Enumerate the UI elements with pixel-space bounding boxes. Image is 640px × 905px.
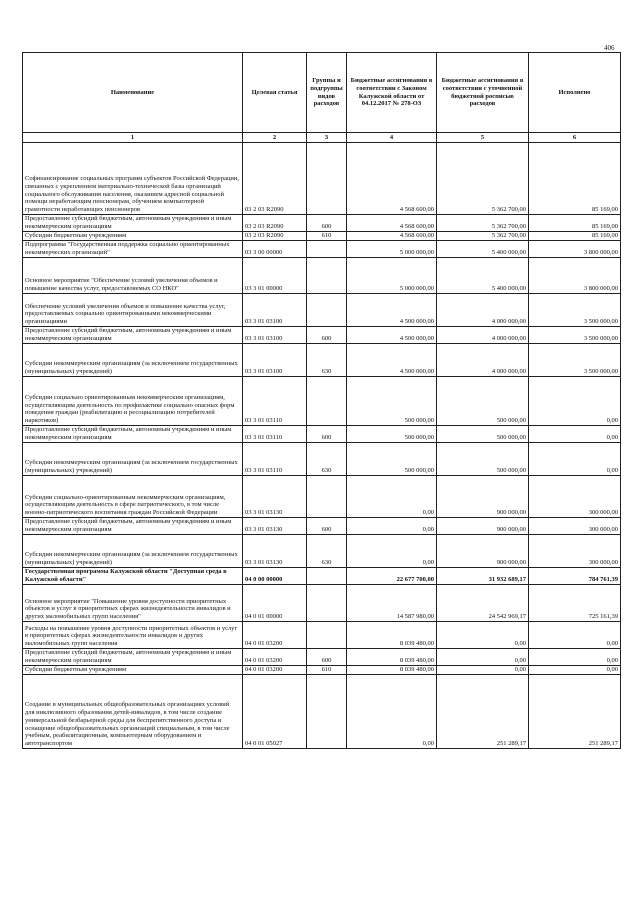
table-row <box>23 327 621 344</box>
row-target-code: 03 3 01 03110 <box>243 443 307 476</box>
table-row <box>23 535 621 568</box>
row-budget-law-value: 5 000 000,00 <box>347 258 437 294</box>
row-budget-refined-value: 5 362 700,00 <box>437 143 529 215</box>
row-target-code: 03 3 01 03100 <box>243 344 307 377</box>
header-budget-law: Бюджетные ассигнования в соответствии с Законом Калужской области от 04.12.2017 № 278-ОЗ <box>347 53 437 133</box>
row-name: Предоставление субсидий бюджетным, автономным учреждениям и иным некоммерческим организациям <box>23 426 243 443</box>
row-budget-law-value: 4 568 600,00 <box>347 215 437 232</box>
table-row <box>23 568 621 585</box>
table-row <box>23 232 621 241</box>
row-target-code: 04 0 01 00000 <box>243 585 307 622</box>
row-expense-group <box>307 241 347 258</box>
column-number: 2 <box>243 133 307 143</box>
row-budget-law-value: 22 677 700,00 <box>347 568 437 585</box>
row-budget-refined-value: 900 000,00 <box>437 518 529 535</box>
row-budget-refined-value: 4 000 000,00 <box>437 294 529 327</box>
row-name: Предоставление субсидий бюджетным, автономным учреждениям и иным некоммерческим организациям <box>23 649 243 666</box>
row-budget-law-value: 14 587 980,00 <box>347 585 437 622</box>
row-name: Обеспечение условий увеличения объемов и повышение качества услуг, предоставляемых социально ориентированными некоммерческими организациями <box>23 294 243 327</box>
row-executed-value: 85 169,00 <box>529 232 621 241</box>
row-budget-refined-value: 5 400 000,00 <box>437 241 529 258</box>
row-budget-refined-value: 5 400 000,00 <box>437 258 529 294</box>
row-name: Субсидии некоммерческим организациям (за исключением государственных (муниципальных) учреждений) <box>23 443 243 476</box>
row-target-code: 03 3 01 03100 <box>243 294 307 327</box>
row-expense-group: 600 <box>307 327 347 344</box>
row-executed-value: 300 000,00 <box>529 518 621 535</box>
row-expense-group <box>307 377 347 426</box>
row-expense-group <box>307 143 347 215</box>
row-executed-value: 3 800 000,00 <box>529 258 621 294</box>
column-number: 4 <box>347 133 437 143</box>
row-executed-value: 0,00 <box>529 377 621 426</box>
row-budget-law-value: 0,00 <box>347 518 437 535</box>
row-name: Субсидии бюджетным учреждениям <box>23 666 243 675</box>
row-budget-law-value: 0,00 <box>347 476 437 518</box>
row-expense-group: 630 <box>307 443 347 476</box>
row-budget-law-value: 0,00 <box>347 535 437 568</box>
row-target-code: 03 3 01 03110 <box>243 377 307 426</box>
row-budget-refined-value: 500 000,00 <box>437 443 529 476</box>
row-budget-refined-value: 251 289,17 <box>437 675 529 749</box>
row-budget-refined-value: 500 000,00 <box>437 377 529 426</box>
row-name: Субсидии бюджетным учреждениям <box>23 232 243 241</box>
row-executed-value: 251 289,17 <box>529 675 621 749</box>
row-target-code: 03 3 01 03130 <box>243 518 307 535</box>
row-expense-group: 600 <box>307 426 347 443</box>
row-expense-group <box>307 258 347 294</box>
row-name: Субсидии некоммерческим организациям (за исключением государственных (муниципальных) учреждений) <box>23 344 243 377</box>
row-budget-refined-value: 0,00 <box>437 622 529 649</box>
row-budget-law-value: 500 000,00 <box>347 443 437 476</box>
row-target-code: 04 0 01 05027 <box>243 675 307 749</box>
row-executed-value: 85 169,00 <box>529 215 621 232</box>
row-budget-law-value: 500 000,00 <box>347 377 437 426</box>
row-name: Субсидии социально-ориентированным некоммерческим организациям, осуществляющим деятельность в сфере патриотического, в том числе военно-патриотического воспитания граждан Российской Федерации <box>23 476 243 518</box>
row-name: Основное мероприятие "Обеспечение условий увеличения объемов и повышение качества услуг, предоставляемых СО НКО" <box>23 258 243 294</box>
row-budget-law-value: 0,00 <box>347 675 437 749</box>
row-expense-group: 600 <box>307 649 347 666</box>
budget-table <box>22 52 621 749</box>
row-expense-group: 610 <box>307 666 347 675</box>
table-row <box>23 294 621 327</box>
row-name: Предоставление субсидий бюджетным, автономным учреждениям и иным некоммерческим организациям <box>23 215 243 232</box>
row-name: Основное мероприятие "Повышение уровня доступности приоритетных объектов и услуг в приоритетных сферах жизнедеятельности инвалидов и других маломобильных групп населения" <box>23 585 243 622</box>
table-row <box>23 666 621 675</box>
row-expense-group <box>307 675 347 749</box>
table-row <box>23 675 621 749</box>
row-budget-law-value: 4 500 000,00 <box>347 327 437 344</box>
row-executed-value: 300 000,00 <box>529 535 621 568</box>
column-number: 1 <box>23 133 243 143</box>
table-row <box>23 241 621 258</box>
row-expense-group <box>307 568 347 585</box>
row-expense-group: 610 <box>307 232 347 241</box>
row-budget-refined-value: 0,00 <box>437 666 529 675</box>
table-row <box>23 258 621 294</box>
row-budget-law-value: 500 000,00 <box>347 426 437 443</box>
row-expense-group: 600 <box>307 215 347 232</box>
row-executed-value: 3 500 000,00 <box>529 327 621 344</box>
header-name: Наименование <box>23 53 243 133</box>
row-expense-group <box>307 294 347 327</box>
row-target-code: 03 3 01 03130 <box>243 535 307 568</box>
table-row <box>23 649 621 666</box>
row-executed-value: 3 800 000,00 <box>529 241 621 258</box>
row-budget-refined-value: 31 932 689,17 <box>437 568 529 585</box>
row-target-code: 03 2 03 R2090 <box>243 143 307 215</box>
table-row <box>23 476 621 518</box>
table-row <box>23 426 621 443</box>
row-target-code: 03 3 01 03100 <box>243 327 307 344</box>
row-budget-refined-value: 0,00 <box>437 649 529 666</box>
row-expense-group <box>307 476 347 518</box>
header-target-article: Целевая статья <box>243 53 307 133</box>
table-row <box>23 443 621 476</box>
row-target-code: 04 0 01 03200 <box>243 666 307 675</box>
row-target-code: 04 0 01 03200 <box>243 622 307 649</box>
row-executed-value: 0,00 <box>529 426 621 443</box>
row-budget-refined-value: 900 000,00 <box>437 476 529 518</box>
header-executed: Исполнено <box>529 53 621 133</box>
table-row <box>23 518 621 535</box>
page-number: 406 <box>604 44 615 52</box>
row-name: Государственная программа Калужской области "Доступная среда в Калужской области" <box>23 568 243 585</box>
row-target-code: 03 2 03 R2090 <box>243 215 307 232</box>
row-budget-law-value: 8 039 480,00 <box>347 666 437 675</box>
row-target-code: 03 2 03 R2090 <box>243 232 307 241</box>
row-budget-law-value: 4 500 000,00 <box>347 294 437 327</box>
row-name: Создание в муниципальных общеобразовательных организациях условий для инклюзивного образования детей-инвалидов, в том числе создание универсальной безбарьерной среды для беспрепятственного доступа и оснащение общеобразовательных организаций специальным, в том числе учебным, реабилитационным, компьютерным оборудованием и автотранспортом <box>23 675 243 749</box>
table-row <box>23 344 621 377</box>
header-budget-refined: Бюджетные ассигнования в соответствии с уточненной бюджетной росписью расходов <box>437 53 529 133</box>
row-target-code: 03 3 01 00000 <box>243 258 307 294</box>
row-budget-refined-value: 900 000,00 <box>437 535 529 568</box>
row-budget-refined-value: 5 362 700,00 <box>437 232 529 241</box>
column-number: 6 <box>529 133 621 143</box>
row-name: Субсидии социально ориентированным некоммерческим организациям, осуществляющим деятельность по профилактике социально опасных форм поведения граждан (реабилитацию и ресоциализацию потребителей наркотиков) <box>23 377 243 426</box>
row-target-code: 04 0 00 00000 <box>243 568 307 585</box>
row-name: Субсидии некоммерческим организациям (за исключением государственных (муниципальных) учреждений) <box>23 535 243 568</box>
column-number: 5 <box>437 133 529 143</box>
table-row <box>23 377 621 426</box>
row-expense-group <box>307 622 347 649</box>
row-name: Предоставление субсидий бюджетным, автономным учреждениям и иным некоммерческим организациям <box>23 518 243 535</box>
row-target-code: 03 3 01 03110 <box>243 426 307 443</box>
row-budget-refined-value: 24 542 969,17 <box>437 585 529 622</box>
row-name: Предоставление субсидий бюджетным, автономным учреждениям и иным некоммерческим организациям <box>23 327 243 344</box>
table-row <box>23 622 621 649</box>
row-name: Расходы на повышение уровня доступности приоритетных объектов и услуг в приоритетных сферах жизнедеятельности инвалидов и других маломобильных групп населения <box>23 622 243 649</box>
row-budget-law-value: 4 500 000,00 <box>347 344 437 377</box>
row-executed-value: 0,00 <box>529 666 621 675</box>
row-budget-law-value: 4 568 600,00 <box>347 232 437 241</box>
row-expense-group: 630 <box>307 344 347 377</box>
row-budget-refined-value: 4 000 000,00 <box>437 327 529 344</box>
row-executed-value: 725 161,39 <box>529 585 621 622</box>
row-target-code: 03 3 01 03130 <box>243 476 307 518</box>
row-executed-value: 3 500 000,00 <box>529 344 621 377</box>
row-executed-value: 3 500 000,00 <box>529 294 621 327</box>
table-row <box>23 143 621 215</box>
row-executed-value: 784 761,39 <box>529 568 621 585</box>
row-executed-value: 0,00 <box>529 649 621 666</box>
row-target-code: 03 3 00 00000 <box>243 241 307 258</box>
row-executed-value: 0,00 <box>529 443 621 476</box>
row-budget-law-value: 8 039 480,00 <box>347 649 437 666</box>
table-row <box>23 215 621 232</box>
header-expense-groups: Группы и подгруппы видов расходов <box>307 53 347 133</box>
row-budget-law-value: 4 568 600,00 <box>347 143 437 215</box>
row-executed-value: 300 000,00 <box>529 476 621 518</box>
row-budget-law-value: 8 039 480,00 <box>347 622 437 649</box>
row-budget-refined-value: 5 362 700,00 <box>437 215 529 232</box>
row-name: Софинансирование социальных программ субъектов Российской Федерации, связанных с укреплением материально-технической базы организаций социального обслуживания населения, оказанием адресной социальной помощи неработающим пенсионерам, обучением компьютерной грамотности неработающих пенсионеров <box>23 143 243 215</box>
row-target-code: 04 0 01 03200 <box>243 649 307 666</box>
row-executed-value: 85 169,00 <box>529 143 621 215</box>
table-row <box>23 585 621 622</box>
row-budget-refined-value: 4 000 000,00 <box>437 344 529 377</box>
row-expense-group <box>307 585 347 622</box>
row-expense-group: 630 <box>307 535 347 568</box>
row-executed-value: 0,00 <box>529 622 621 649</box>
row-name: Подпрограмма "Государственная поддержка социально ориентированных некоммерческих организаций" <box>23 241 243 258</box>
row-expense-group: 600 <box>307 518 347 535</box>
row-budget-refined-value: 500 000,00 <box>437 426 529 443</box>
column-number: 3 <box>307 133 347 143</box>
row-budget-law-value: 5 000 000,00 <box>347 241 437 258</box>
